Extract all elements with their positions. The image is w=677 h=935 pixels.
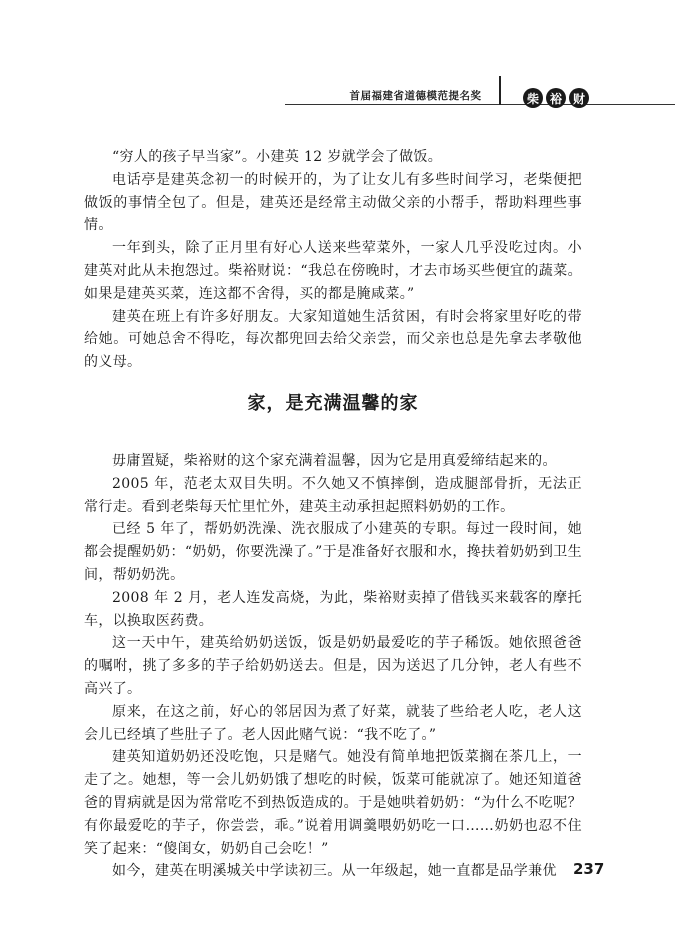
header-divider <box>499 76 501 105</box>
name-badge-2: 裕 <box>546 88 566 108</box>
paragraph: 建英知道奶奶还没吃饱，只是赌气。她没有简单地把饭菜搁在茶几上，一走了之。她想，等一会儿奶奶饿了想吃的时候，饭菜可能就凉了。她还知道爸爸的胃病就是因为常常吃不到热饭造成的。于是她哄着奶奶：“为什么不吃呢？有你最爱吃的芋子，你尝尝，乖。”说着用调羹喂奶奶吃一口……奶奶也忍不住笑了起来：“傻闺女，奶奶自己会吃！” <box>84 749 582 857</box>
name-badge-1: 柴 <box>523 88 543 108</box>
header-award-title: 首届福建省道德模范提名奖 <box>349 90 482 102</box>
page-number: 237 <box>573 860 605 878</box>
paragraph: 2008 年 2 月，老人连发高烧，为此，柴裕财卖掉了借钱买来载客的摩托车，以换取医药费。 <box>84 589 582 629</box>
paragraph: 原来，在这之前，好心的邻居因为煮了好菜，就装了些给老人吃，老人这会儿已经填了些肚子了。老人因此赌气说：“我不吃了。” <box>84 703 582 743</box>
paragraph: “穷人的孩子早当家”。小建英 12 岁就学会了做饭。 <box>112 149 443 165</box>
name-badge-3: 财 <box>569 88 589 108</box>
body-text <box>84 146 582 883</box>
paragraph: 如今，建英在明溪城关中学读初三。从一年级起，她一直都是品学兼优 <box>112 863 557 880</box>
header-name-badges <box>523 88 589 108</box>
paragraph: 这一天中午，建英给奶奶送饭，饭是奶奶最爱吃的芋子稀饭。她依照爸爸的嘱咐，挑了多多的芋子给奶奶送去。但是，因为送迟了几分钟，老人有些不高兴了。 <box>84 635 582 697</box>
paragraph: 2005 年，范老太双目失明。不久她又不慎摔倒，造成腿部骨折，无法正常行走。看到老柴每天忙里忙外，建英主动承担起照料奶奶的工作。 <box>84 475 582 515</box>
header-rule <box>285 104 675 105</box>
paragraph: 一年到头，除了正月里有好心人送来些荤菜外，一家人几乎没吃过肉。小建英对此从未抱怨过。柴裕财说：“我总在傍晚时，才去市场买些便宜的蔬菜。如果是建英买菜，连这都不舍得，买的都是腌咸菜。” <box>84 240 582 302</box>
paragraph: 毋庸置疑，柴裕财的这个家充满着温馨，因为它是用真爱缔结起来的。 <box>112 452 557 469</box>
paragraph: 电话亭是建英念初一的时候开的，为了让女儿有多些时间学习，老柴便把做饭的事情全包了。但是，建英还是经常主动做父亲的小帮手，帮助料理些事情。 <box>84 171 582 234</box>
section-title: 家，是充满温馨的家 <box>247 392 419 414</box>
paragraph: 已经 5 年了，帮奶奶洗澡、洗衣服成了小建英的专职。每过一段时间，她都会提醒奶奶：“奶奶，你要洗澡了。”于是准备好衣服和水，搀扶着奶奶到卫生间，帮奶奶洗。 <box>84 521 582 583</box>
paragraph: 建英在班上有许多好朋友。大家知道她生活贫困，有时会将家里好吃的带给她。可她总舍不得吃，每次都兜回去给父亲尝，而父亲也总是先拿去孝敬他的义母。 <box>84 308 582 371</box>
